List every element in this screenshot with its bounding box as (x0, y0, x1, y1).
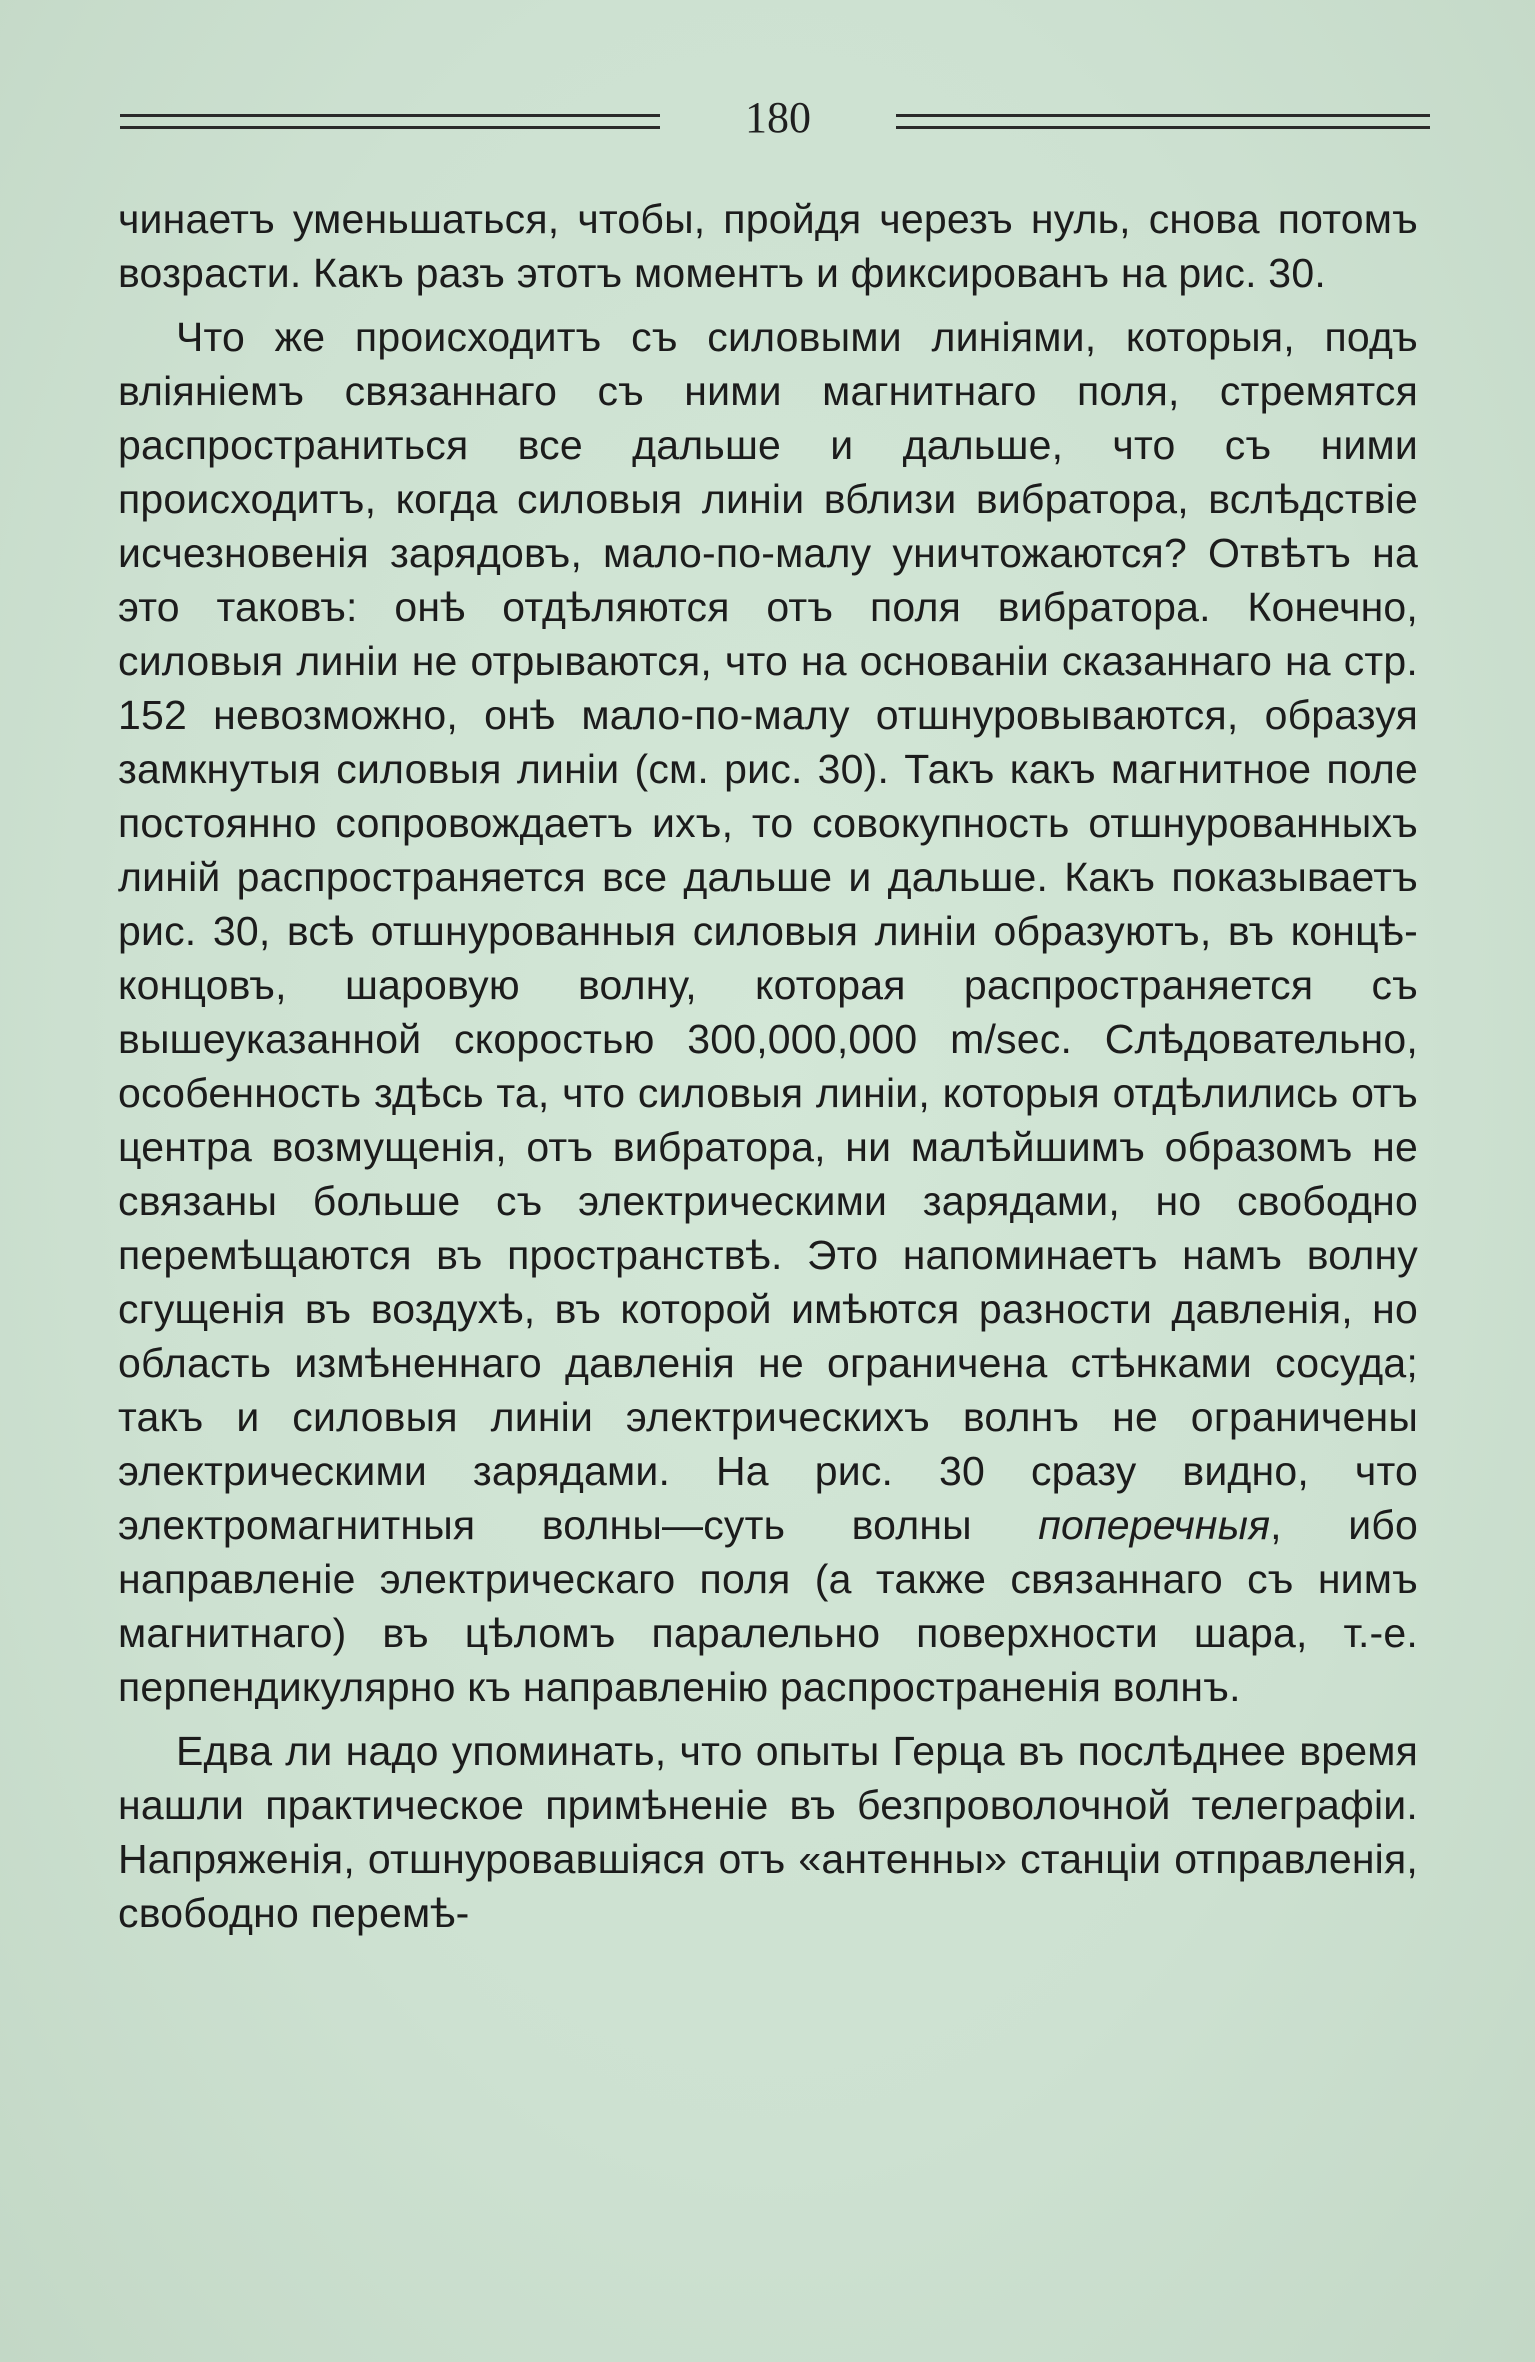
paragraph-3: Едва ли надо упоминать, что опыты Герца въ послѣднее время нашли практическое примѣненіе въ безпроволочной телеграфіи. Напряженія, отшнуровавшіяся отъ «антенны» станціи отправленія, свободно перемѣ- (118, 1728, 1418, 1936)
paragraph-2 (118, 310, 1418, 1714)
paragraph-2-italic: поперечныя (1038, 1502, 1271, 1548)
body-text (118, 192, 1418, 1940)
page-header (120, 88, 1430, 148)
header-rule-right (896, 114, 1430, 129)
paragraph-1: чинаетъ уменьшаться, чтобы, пройдя черезъ нуль, снова потомъ возрасти. Какъ разъ этотъ моментъ и фиксированъ на рис. 30. (118, 196, 1418, 296)
paragraph-2-text-b: , ибо направленіе электрическаго поля (а также связаннаго съ нимъ магнитнаго) въ цѣломъ паралельно поверхности шара, т.-е. перпендикулярно къ направленію распространенія волнъ. (118, 1502, 1418, 1710)
header-rule-left (120, 114, 660, 129)
paragraph-2-text-a: Что же происходитъ съ силовыми линіями, которыя, подъ вліяніемъ связаннаго съ ними магнитнаго поля, стремятся распространиться все дальше и дальше, что съ ними происходитъ, когда силовыя линіи вблизи вибратора, вслѣдствіе исчезновенія зарядовъ, мало-по-малу уничтожаются? Отвѣтъ на это таковъ: онѣ отдѣляются отъ поля вибратора. Конечно, силовыя линіи не отрываются, что на основаніи сказаннаго на стр. 152 невозможно, онѣ мало-по-малу отшнуровываются, образуя замкнутыя силовыя линіи (см. рис. 30). Такъ какъ магнитное поле постоянно сопровождаетъ ихъ, то совокупность отшнурованныхъ линій распространяется все дальше и дальше. Какъ показываетъ рис. 30, всѣ отшнурованныя силовыя линіи образуютъ, въ концѣ-концовъ, шаровую волну, которая распространяется съ вышеуказанной скоростью 300,000,000 m/sec. Слѣдовательно, особенность здѣсь та, что силовыя линіи, которыя отдѣлились отъ центра возмущенія, отъ вибратора, ни малѣйшимъ образомъ не связаны больше съ электрическими зарядами, но свободно перемѣщаются въ пространствѣ. Это напоминаетъ намъ волну сгущенія въ воздухѣ, въ которой имѣются разности давленія, но область измѣненнаго давленія не ограничена стѣнками сосуда; такъ и силовыя линіи электрическихъ волнъ не ограничены электрическими зарядами. На рис. 30 сразу видно, что электромагнитныя волны—суть волны (118, 314, 1418, 1548)
page-number: 180 (745, 93, 811, 142)
